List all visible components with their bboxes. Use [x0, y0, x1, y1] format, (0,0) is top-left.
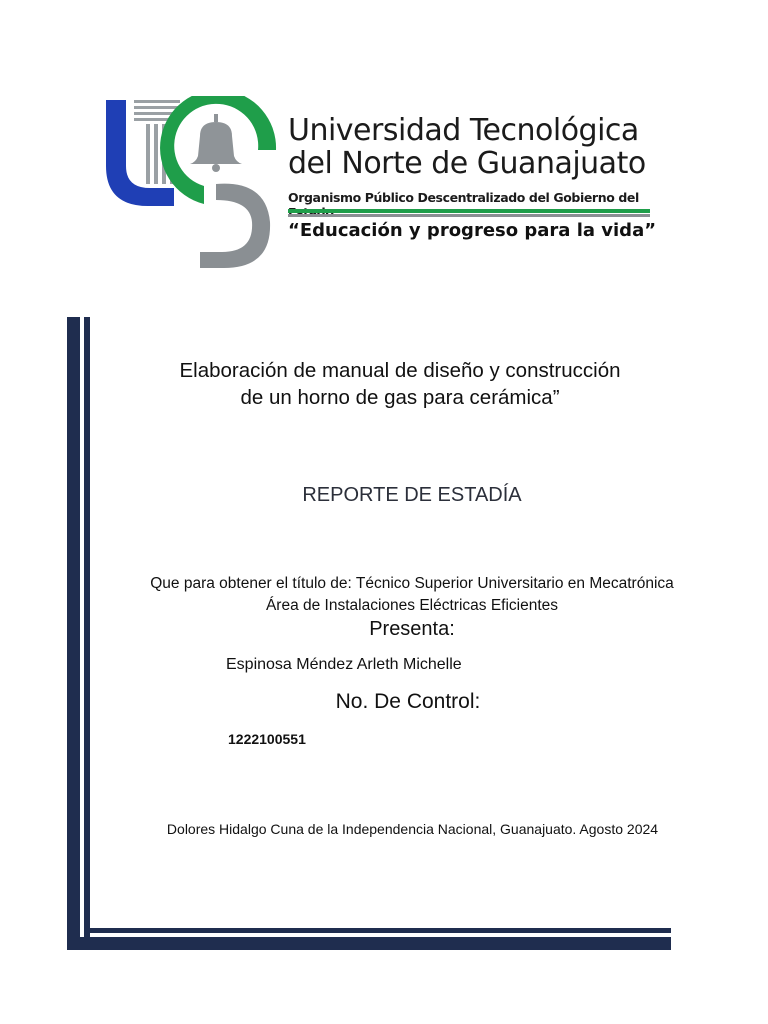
- university-emblem-icon: [104, 96, 284, 276]
- university-name-line1: Universidad Tecnológica: [288, 113, 639, 148]
- control-number: 1222100551: [228, 731, 306, 747]
- degree-line1: Que para obtener el título de: Técnico Superior Universitario en Mecatrónica: [150, 575, 674, 592]
- presenta-label: Presenta:: [369, 618, 455, 640]
- page-border-bottom-outer: [67, 937, 671, 950]
- page-border-bottom-inner: [84, 928, 671, 933]
- author-name: Espinosa Méndez Arleth Michelle: [226, 656, 462, 673]
- university-name-line2: del Norte de Guanajuato: [288, 146, 646, 181]
- document-title-line1: Elaboración de manual de diseño y construcción: [179, 359, 621, 382]
- control-number-label: No. De Control:: [335, 690, 481, 713]
- logo-divider-gray: [288, 214, 650, 217]
- organism-subtitle: Organismo Público Descentralizado del Gobierno del: [288, 190, 639, 205]
- document-title-line2: de un horno de gas para cerámica”: [240, 386, 560, 409]
- report-type: REPORTE DE ESTADÍA: [302, 484, 522, 506]
- document-title: [90, 357, 710, 411]
- university-motto: “Educación y progreso para la vida”: [288, 220, 657, 241]
- place-and-date: Dolores Hidalgo Cuna de la Independencia Nacional, Guanajuato. Agosto 2024: [166, 821, 659, 837]
- university-logo: [104, 96, 664, 276]
- logo-divider-green: [288, 209, 650, 213]
- university-name: [288, 114, 646, 180]
- degree-statement: [90, 573, 734, 617]
- degree-line2: Área de Instalaciones Eléctricas Eficientes: [265, 597, 559, 614]
- page-border-left-outer: [67, 317, 80, 950]
